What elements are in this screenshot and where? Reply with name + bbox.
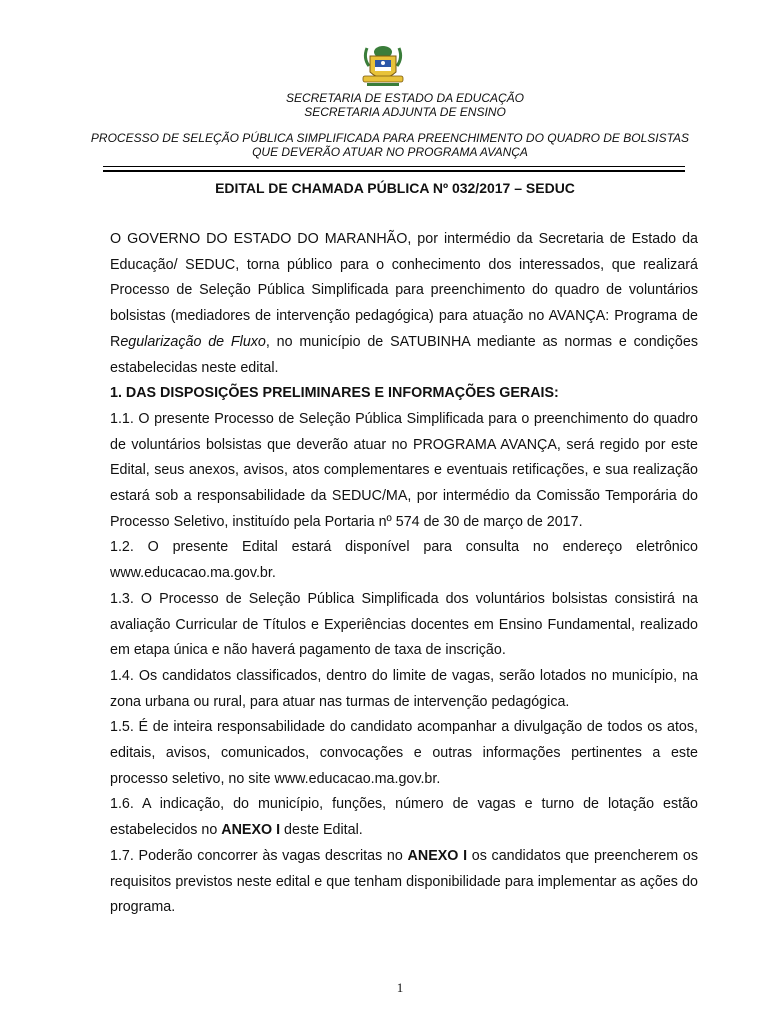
header-secretaria-estado: SECRETARIA DE ESTADO DA EDUCAÇÃO [285, 91, 525, 105]
p17-text-end: os candidatos que preencherem os requisitos previstos neste edital e que tenham disponibilidade para implementar as ações do programa. [110, 847, 698, 916]
paragraph-1-2: 1.2. O presente Edital estará disponível para consulta no endereço eletrônico www.educacao.ma.gov.br. [110, 539, 698, 582]
section-1-heading: 1. DAS DISPOSIÇÕES PRELIMINARES E INFORMAÇÕES GERAIS: [110, 385, 559, 402]
page-number: 1 [396, 980, 404, 995]
intro-text-end: , no município de SATUBINHA mediante as normas e condições estabelecidas neste edital. [110, 333, 698, 376]
header-divider-thin [103, 166, 685, 167]
paragraph-1-5: 1.5. É de inteira responsabilidade do candidato acompanhar a divulgação de todos os atos, editais, avisos, comunicados, convocações e outras informações pertinentes a este processo seletivo, no site www.educacao.ma.gov.br. [110, 719, 698, 787]
paragraph-1-1: 1.1. O presente Processo de Seleção Pública Simplificada para o preenchimento do quadro de voluntários bolsistas que deverão atuar no PROGRAMA AVANÇA, será regido por este Edital, seus anexos, avisos, atos complementares e eventuais retificações, e sua realização estará sob a responsabilidade da SEDUC/MA, por intermédio da Comissão Temporária do Processo Seletivo, instituído pela Portaria nº 574 de 30 de março de 2017. [110, 410, 698, 530]
intro-text-start: O GOVERNO DO ESTADO DO MARANHÃO, por intermédio da Secretaria de Estado da Educação/ SEDUC, torna público para o conhecimento dos interessados, que realizará Processo de Seleção Pública Simplificada para preenchimento do quadro de voluntários bolsistas (mediadores de intervenção pedagógica) para atuação no AVANÇA: Programa de R [110, 231, 698, 350]
intro-italic-text: egularização de Fluxo [120, 333, 266, 350]
paragraph-1-4: 1.4. Os candidatos classificados, dentro do limite de vagas, serão lotados no município, na zona urbana ou rural, para atuar nas turmas de intervenção pedagógica. [110, 667, 698, 710]
state-coat-of-arms-icon [359, 42, 407, 88]
paragraph-1-6 [110, 792, 698, 843]
p16-annex-bold: ANEXO I [221, 822, 281, 839]
p17-text-start: 1.7. Poderão concorrer às vagas descritas no [110, 847, 408, 864]
paragraph-1-7 [110, 844, 698, 921]
paragraph-1-3: 1.3. O Processo de Seleção Pública Simplificada dos voluntários bolsistas consistirá na avaliação Curricular de Títulos e Experiências docentes em Ensino Fundamental, realizado em etapa única e não haverá pagamento de taxa de inscrição. [110, 590, 698, 659]
p16-text-start: 1.6. A indicação, do município, funções, número de vagas e turno de lotação estão estabelecidos no [110, 796, 698, 839]
document-title: EDITAL DE CHAMADA PÚBLICA Nº 032/2017 – SEDUC [215, 180, 575, 196]
header-divider-thick [103, 170, 685, 172]
p17-annex-bold: ANEXO I [407, 847, 468, 864]
document-body [110, 227, 698, 921]
header-secretaria-adjunta: SECRETARIA ADJUNTA DE ENSINO [304, 105, 506, 119]
header-process-description: PROCESSO DE SELEÇÃO PÚBLICA SIMPLIFICADA PARA PREENCHIMENTO DO QUADRO DE BOLSISTAS QUE DEVERÃO ATUAR NO PROGRAMA AVANÇA [90, 131, 690, 159]
intro-paragraph [110, 227, 698, 381]
p16-text-end: deste Edital. [280, 822, 363, 839]
